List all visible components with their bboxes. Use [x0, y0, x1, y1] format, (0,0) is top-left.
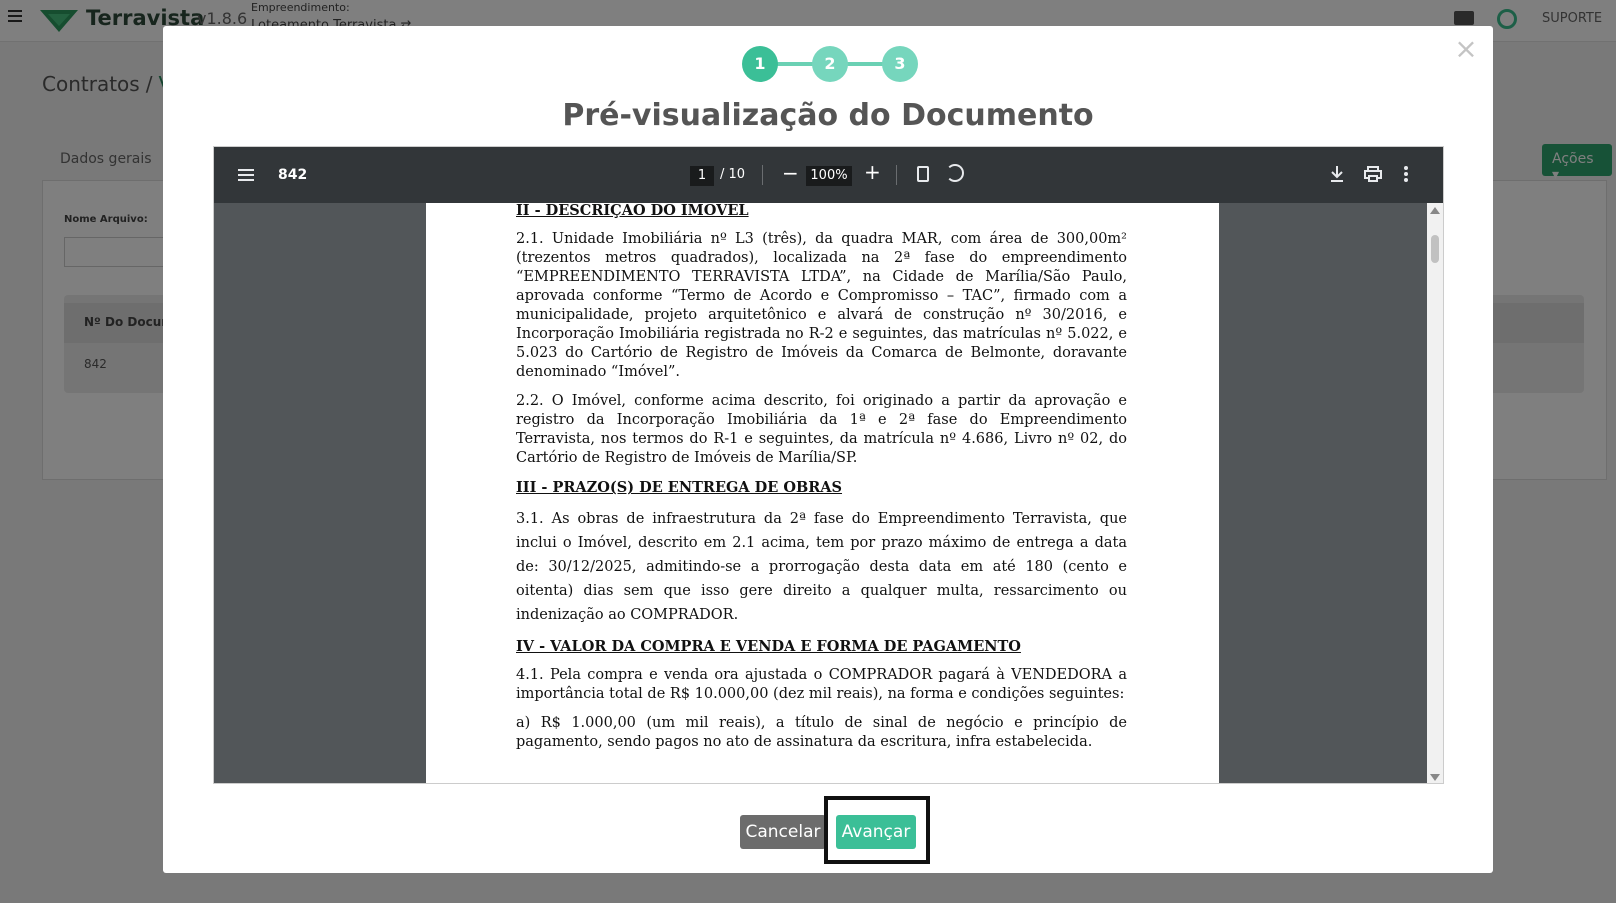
pdf-viewer [213, 146, 1444, 784]
stepper [742, 46, 918, 82]
clause-4-a: a) R$ 1.000,00 (um mil reais), a título de sinal de negócio e princípio de pagamento, sendo pagos no ato de assinatura da escritura, infra estabelecida. [516, 715, 1127, 750]
section-heading: II - DESCRIÇÃO DO IMÓVEL [516, 203, 749, 219]
zoom-in-icon[interactable]: + [864, 160, 881, 184]
pdf-sidebar-menu-icon[interactable] [238, 169, 254, 181]
pdf-zoom-input[interactable]: 100% [806, 166, 852, 186]
section-heading: III - PRAZO(S) DE ENTREGA DE OBRAS [516, 479, 843, 496]
modal-title: Pré-visualização do Documento [562, 98, 1094, 133]
more-options-icon[interactable] [1404, 165, 1408, 183]
focus-highlight-box [824, 796, 930, 864]
toolbar-divider [762, 165, 763, 185]
clause-4-1: 4.1. Pela compra e venda ora ajustada o COMPRADOR pagará à VENDEDORA a importância total de R$ 10.000,00 (dez mil reais), na forma e condições seguintes: [516, 667, 1127, 702]
step-3: 3 [882, 46, 918, 82]
clause-2-1: 2.1. Unidade Imobiliária nº L3 (três), da quadra MAR, com área de 300,00m² (trezentos metros quadrados), localizada na 2ª fase do empreendimento “EMPREENDIMENTO TERRAVISTA LTDA”, na Cidade de Marília/São Paulo, aprovada conforme “Termo de Acordo e Compromisso – TAC”, firmado com a municipalidade, projeto arquitetônico e alvará de construção nº 30/2016, e Incorporação Imobiliária registrada no R-2 e seguintes, das matrículas nº 5.022, e 5.023 do Cartório de Registro de Imóveis da Comarca de Belmonte, doravante denominado “Imóvel”. [516, 231, 1127, 380]
toolbar-divider [896, 165, 897, 185]
fit-page-icon[interactable] [917, 166, 929, 182]
scrollbar-thumb[interactable] [1431, 235, 1439, 263]
clause-3-1: 3.1. As obras de infraestrutura da 2ª fase do Empreendimento Terravista, que inclui o Imóvel, descrito em 2.1 acima, tem por prazo máximo de entrega a data de: 30/12/2025, admitindo-se a prorrogação desta data em até 180 (cento e oitenta) dias sem que isso gere direito a qualquer multa, ressarcimento ou indenização ao COMPRADOR. [516, 511, 1127, 623]
pdf-page [426, 203, 1219, 784]
zoom-out-icon[interactable]: − [782, 161, 799, 185]
download-icon[interactable] [1330, 165, 1344, 183]
section-heading: IV - VALOR DA COMPRA E VENDA E FORMA DE PAGAMENTO [516, 638, 1021, 655]
pdf-page-total: / 10 [720, 167, 746, 182]
pdf-page-input[interactable]: 1 [690, 166, 714, 186]
pdf-toolbar [214, 147, 1444, 203]
step-2: 2 [812, 46, 848, 82]
scroll-down-icon[interactable] [1430, 774, 1440, 781]
next-button[interactable]: Avançar [836, 815, 916, 849]
scroll-up-icon[interactable] [1430, 207, 1440, 214]
document-content [516, 203, 1127, 762]
cancel-button[interactable]: Cancelar [740, 815, 826, 849]
step-1: 1 [742, 46, 778, 82]
clause-2-2: 2.2. O Imóvel, conforme acima descrito, foi originado a partir da aprovação e registro da Incorporação Imobiliária da 1ª e 2ª fase do Empreendimento Terravista, nos termos do R-1 e seguintes, da matrícula nº 4.686, Livro nº 02, do Cartório de Registro de Imóveis de Marília/SP. [516, 393, 1127, 466]
close-icon[interactable]: × [1454, 32, 1478, 65]
pdf-document-title: 842 [278, 167, 308, 183]
print-icon[interactable] [1364, 166, 1382, 182]
pdf-scrollbar[interactable] [1427, 203, 1443, 784]
rotate-icon[interactable] [946, 164, 964, 182]
preview-modal [163, 26, 1493, 873]
